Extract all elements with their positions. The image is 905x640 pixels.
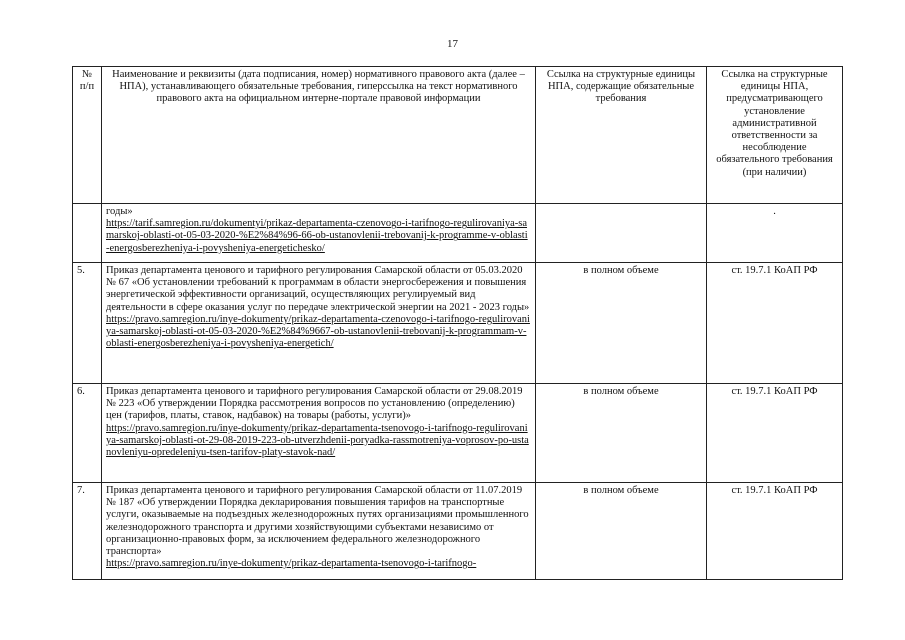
page-number: 17 [447,38,458,50]
cell-number [73,204,102,263]
cell-scope: в полном объеме [536,483,707,580]
cell-liability: ст. 19.7.1 КоАП РФ [707,263,843,384]
cell-scope [536,204,707,263]
table-row [73,483,843,580]
npa-link[interactable]: https://tarif.samregion.ru/dokumentyi/prikaz-departamenta-czenovogo-i-tarifnogo-regulirovaniya-samarskoj-oblasti-ot-05-03-2020-%E2%84%96-66-ob-ustanovlenii-trebovanij-k-programme-v-oblasti-energosberezheniya-i-povysheniya-energetichesko/ [106,218,528,254]
cell-npa-name [102,384,536,483]
cell-scope: в полном объеме [536,263,707,384]
table-row [73,263,843,384]
cell-number: 5. [73,263,102,384]
table-row-continuation [73,204,843,263]
cell-npa-name [102,483,536,580]
table-header-row [73,67,843,204]
header-liability-ref: Ссылка на структурные единицы НПА, предусматривающего установление административной ответственности за несоблюдение обязательного требования (при наличии) [707,67,843,204]
cell-liability: ст. 19.7.1 КоАП РФ [707,483,843,580]
npa-title: Приказ департамента ценового и тарифного регулирования Самарской области от 29.08.2019 № 223 «Об утверждении Порядка рассмотрения вопросов по установлению (определению) цен (тарифов, платы, ставок, надбавок) на товары (работы, услуги)» [106,386,523,422]
cell-liability: ст. 19.7.1 КоАП РФ [707,384,843,483]
npa-link[interactable]: https://pravo.samregion.ru/inye-dokumenty/prikaz-departamenta-tsenovogo-i-tarifnogo- [106,558,477,570]
header-number: № п/п [73,67,102,204]
npa-table [72,66,843,580]
cell-number: 7. [73,483,102,580]
header-requirements-ref: Ссылка на структурные единицы НПА, содержащие обязательные требования [536,67,707,204]
cell-scope: в полном объеме [536,384,707,483]
npa-title: Приказ департамента ценового и тарифного регулирования Самарской области от 05.03.2020 № 67 «Об установлении требований к программам в области энергосбережения и повышения энергетической эффективности организаций, осуществляющих регулируемый вид деятельности в сфере оказания услуг по передаче электрической энергии на 2021 - 2023 годы» [106,265,530,313]
cell-liability: . [707,204,843,263]
npa-title: Приказ департамента ценового и тарифного регулирования Самарской области от 11.07.2019 № 187 «Об утверждении Порядка декларирования повышения тарифов на транспортные услуги, оказываемые на подъездных железнодорожных путях организациями промышленного железнодорожного транспорта и другими хозяйствующими субъектами независимо от организационно-правовых форм, за исключением федерального железнодорожного транспорта» [106,485,529,558]
table-row [73,384,843,483]
npa-link[interactable]: https://pravo.samregion.ru/inye-dokumenty/prikaz-departamenta-tsenovogo-i-tarifnogo-regulirovaniya-samarskoj-oblasti-ot-29-08-2019-223-ob-utverzhdenii-poryadka-rassmotreniya-voprosov-po-ustanovleniyu-opredeleniyu-tsen-tarifov-platy-stavok-nad/ [106,422,529,459]
cell-npa-name [102,263,536,384]
cell-number: 6. [73,384,102,483]
header-npa-name: Наименование и реквизиты (дата подписания, номер) нормативного правового акта (далее – НПА), устанавливающего обязательные требования, гиперссылка на текст нормативного правового акта на официальном интерне-портале правовой информации [102,67,536,204]
cell-npa-name [102,204,536,263]
continuation-text: годы» [106,206,133,217]
npa-link[interactable]: https://pravo.samregion.ru/inye-dokumenty/prikaz-departamenta-czenovogo-i-tarifnogo-regulirovaniya-samarskoj-oblasti-ot-05-03-2020-%E2%84%9667-ob-ustanovlenii-trebovanij-k-programmam-v-oblasti-energosberezheniya-i-povysheniya-energetich/ [106,313,530,350]
